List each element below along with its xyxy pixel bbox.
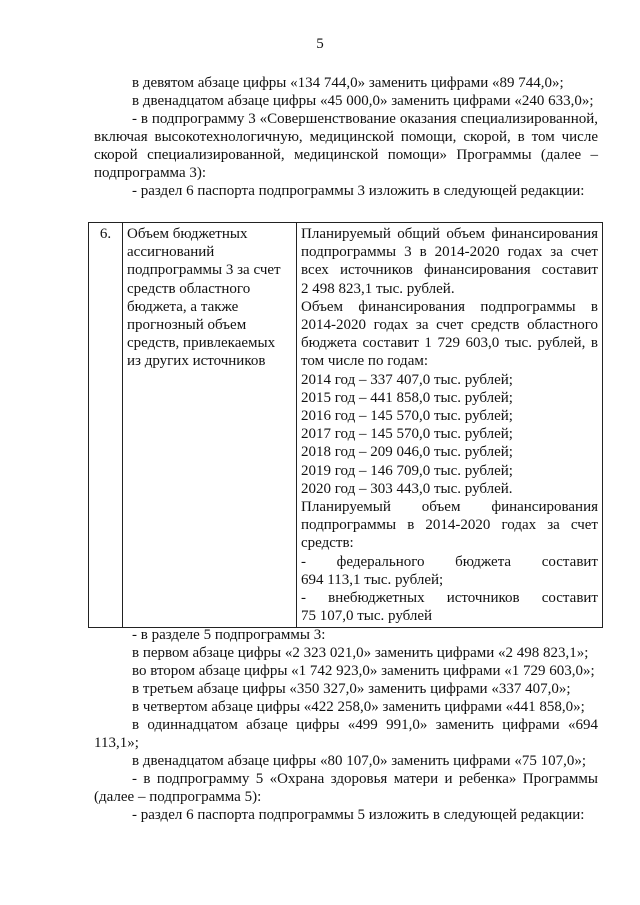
desc-line: Планируемый объем финансирования <box>301 499 598 516</box>
desc-line: 2019 год – 146 709,0 тыс. рублей; <box>301 462 513 479</box>
desc-line: 2 498 823,1 тыс. рублей. <box>301 280 455 297</box>
desc-line: 75 107,0 тыс. рублей <box>301 608 433 625</box>
paragraph: в третьем абзаце цифры «350 327,0» заменить цифрами «337 407,0»; <box>132 681 571 697</box>
desc-line: Планируемый общий объем финансирования <box>301 226 598 242</box>
table-row <box>89 223 603 628</box>
paragraph: во втором абзаце цифры «1 742 923,0» заменить цифрами «1 729 603,0»; <box>132 663 595 679</box>
desc-line: том числе по годам: <box>301 353 429 370</box>
desc-line: 2016 год – 145 570,0 тыс. рублей; <box>301 408 513 425</box>
desc-line: 694 113,1 тыс. рублей; <box>301 571 444 588</box>
desc-line: подпрограммы в 2014-2020 годах за счет <box>301 517 598 534</box>
top-text-block <box>94 74 598 200</box>
paragraph: - в разделе 5 подпрограммы 3: <box>132 627 326 643</box>
row-number: 6. <box>89 223 123 628</box>
row-title: Объем бюджетных ассигнований подпрограммы 3 за счет средств областного бюджета, а также прогнозный объем средств, привлекаемых из других источников <box>123 223 297 628</box>
desc-line: средств: <box>301 535 354 552</box>
desc-line: Объем финансирования подпрограммы в <box>301 298 598 315</box>
paragraph: в двенадцатом абзаце цифры «45 000,0» заменить цифрами «240 633,0»; <box>132 93 594 109</box>
desc-line: 2020 год – 303 443,0 тыс. рублей. <box>301 480 513 497</box>
desc-line: всех источников финансирования составит <box>301 262 598 279</box>
desc-line: 2014-2020 годах за счет средств областного <box>301 317 598 334</box>
row-description <box>297 223 603 628</box>
desc-line: подпрограммы 3 в 2014-2020 годах за счет <box>301 244 598 261</box>
page-number: 5 <box>316 36 324 52</box>
desc-line: - внебюджетных источников составит <box>301 590 598 607</box>
paragraph: - в подпрограмму 3 «Совершенствование оказания специализированной, включая высокотехнологичную, медицинской помощи, скорой, в том числе скорой специализированной, медицинской помощи» Программы (далее – подпрограмма 3): <box>94 111 598 181</box>
desc-line: 2014 год – 337 407,0 тыс. рублей; <box>301 371 513 388</box>
paragraph: - в подпрограмму 5 «Охрана здоровья матери и ребенка» Программы (далее – подпрограмма 5): <box>94 771 598 805</box>
paragraph: - раздел 6 паспорта подпрограммы 5 изложить в следующей редакции: <box>132 807 585 823</box>
paragraph: в двенадцатом абзаце цифры «80 107,0» заменить цифрами «75 107,0»; <box>132 753 587 769</box>
paragraph: - раздел 6 паспорта подпрограммы 3 изложить в следующей редакции: <box>132 183 585 199</box>
passport-table <box>88 222 603 628</box>
paragraph: в одиннадцатом абзаце цифры «499 991,0» заменить цифрами «694 113,1»; <box>94 717 598 751</box>
paragraph: в девятом абзаце цифры «134 744,0» заменить цифрами «89 744,0»; <box>132 75 564 91</box>
desc-line: 2018 год – 209 046,0 тыс. рублей; <box>301 444 513 461</box>
paragraph: в четвертом абзаце цифры «422 258,0» заменить цифрами «441 858,0»; <box>132 699 585 715</box>
desc-line: 2017 год – 145 570,0 тыс. рублей; <box>301 426 513 443</box>
desc-line: - федерального бюджета составит <box>301 553 598 570</box>
desc-line: бюджета составит 1 729 603,0 тыс. рублей, в <box>301 335 598 352</box>
paragraph: в первом абзаце цифры «2 323 021,0» заменить цифрами «2 498 823,1»; <box>132 645 589 661</box>
desc-line: 2015 год – 441 858,0 тыс. рублей; <box>301 389 513 406</box>
bottom-text-block <box>94 626 598 824</box>
